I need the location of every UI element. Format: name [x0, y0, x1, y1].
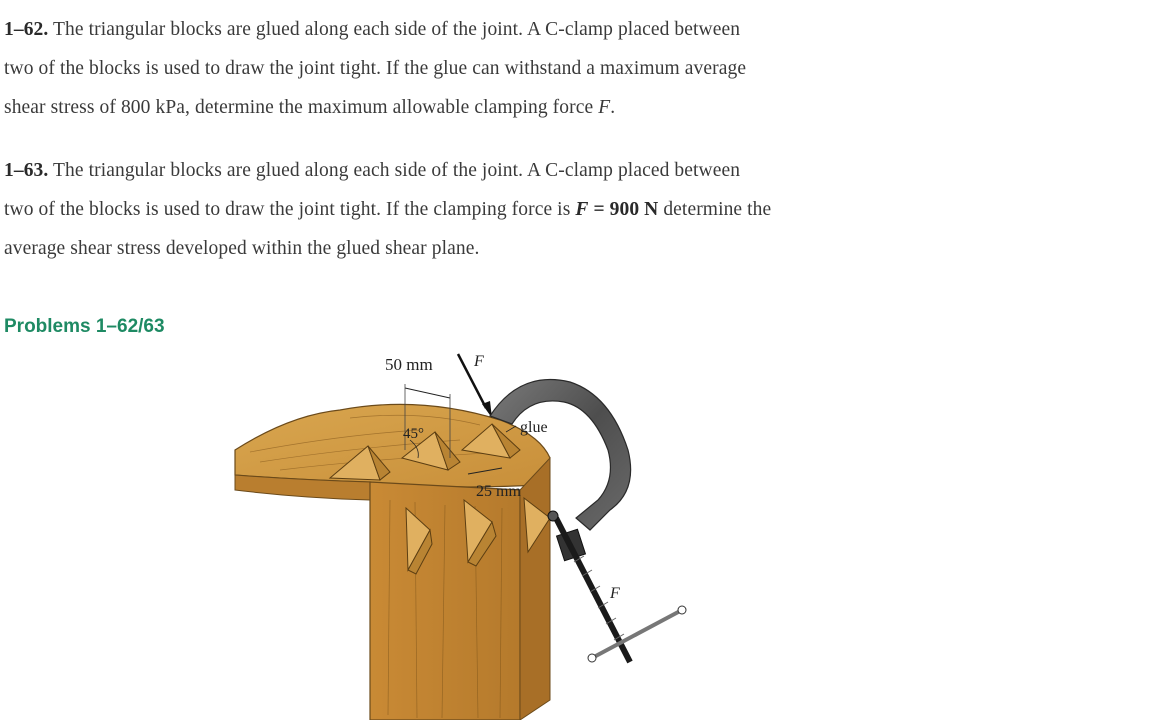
problem-number: 1–63.: [4, 160, 49, 181]
dimension-25mm-label: 25 mm: [476, 483, 521, 500]
angle-45-label: 45°: [403, 426, 424, 442]
p63-line-1: [4, 151, 1104, 190]
force-variable: F: [575, 199, 589, 220]
force-value: = 900 N: [588, 199, 659, 220]
vertical-block-side: [520, 458, 550, 720]
handle-end-right: [678, 606, 686, 614]
force-variable: F: [598, 97, 611, 118]
clamp-swivel-pad: [548, 511, 558, 521]
p62-period: .: [610, 97, 616, 118]
p63-text-1: The triangular blocks are glued along each side of the joint. A C-clamp placed between: [53, 160, 741, 181]
p62-line-3: [4, 88, 1104, 127]
p62-text-1: The triangular blocks are glued along each side of the joint. A C-clamp placed between: [53, 19, 741, 40]
problem-1-63: [4, 151, 1104, 268]
glue-label: glue: [520, 419, 548, 436]
p62-line-1: [4, 10, 1104, 49]
p62-text-3: shear stress of 800 kPa, determine the maximum allowable clamping force: [4, 97, 599, 118]
p63-line-3: average shear stress developed within the glued shear plane.: [4, 238, 480, 259]
problem-1-62: [4, 10, 1104, 127]
c-clamp-joint-figure: [220, 340, 700, 720]
p63-line-2: [4, 190, 1104, 229]
force-label-screw: F: [610, 585, 620, 602]
p63-text-2-end: determine the: [663, 199, 772, 220]
handle-end-left: [588, 654, 596, 662]
dimension-50mm-line: [405, 388, 450, 398]
force-label-top: F: [474, 353, 484, 370]
figure-caption: Problems 1–62/63: [4, 316, 165, 337]
problem-number: 1–62.: [4, 19, 49, 40]
p63-text-2: two of the blocks is used to draw the joint tight. If the clamping force is: [4, 199, 576, 220]
p62-line-2: two of the blocks is used to draw the joint tight. If the glue can withstand a maximum average: [4, 58, 747, 79]
dimension-50mm-label: 50 mm: [385, 355, 433, 374]
